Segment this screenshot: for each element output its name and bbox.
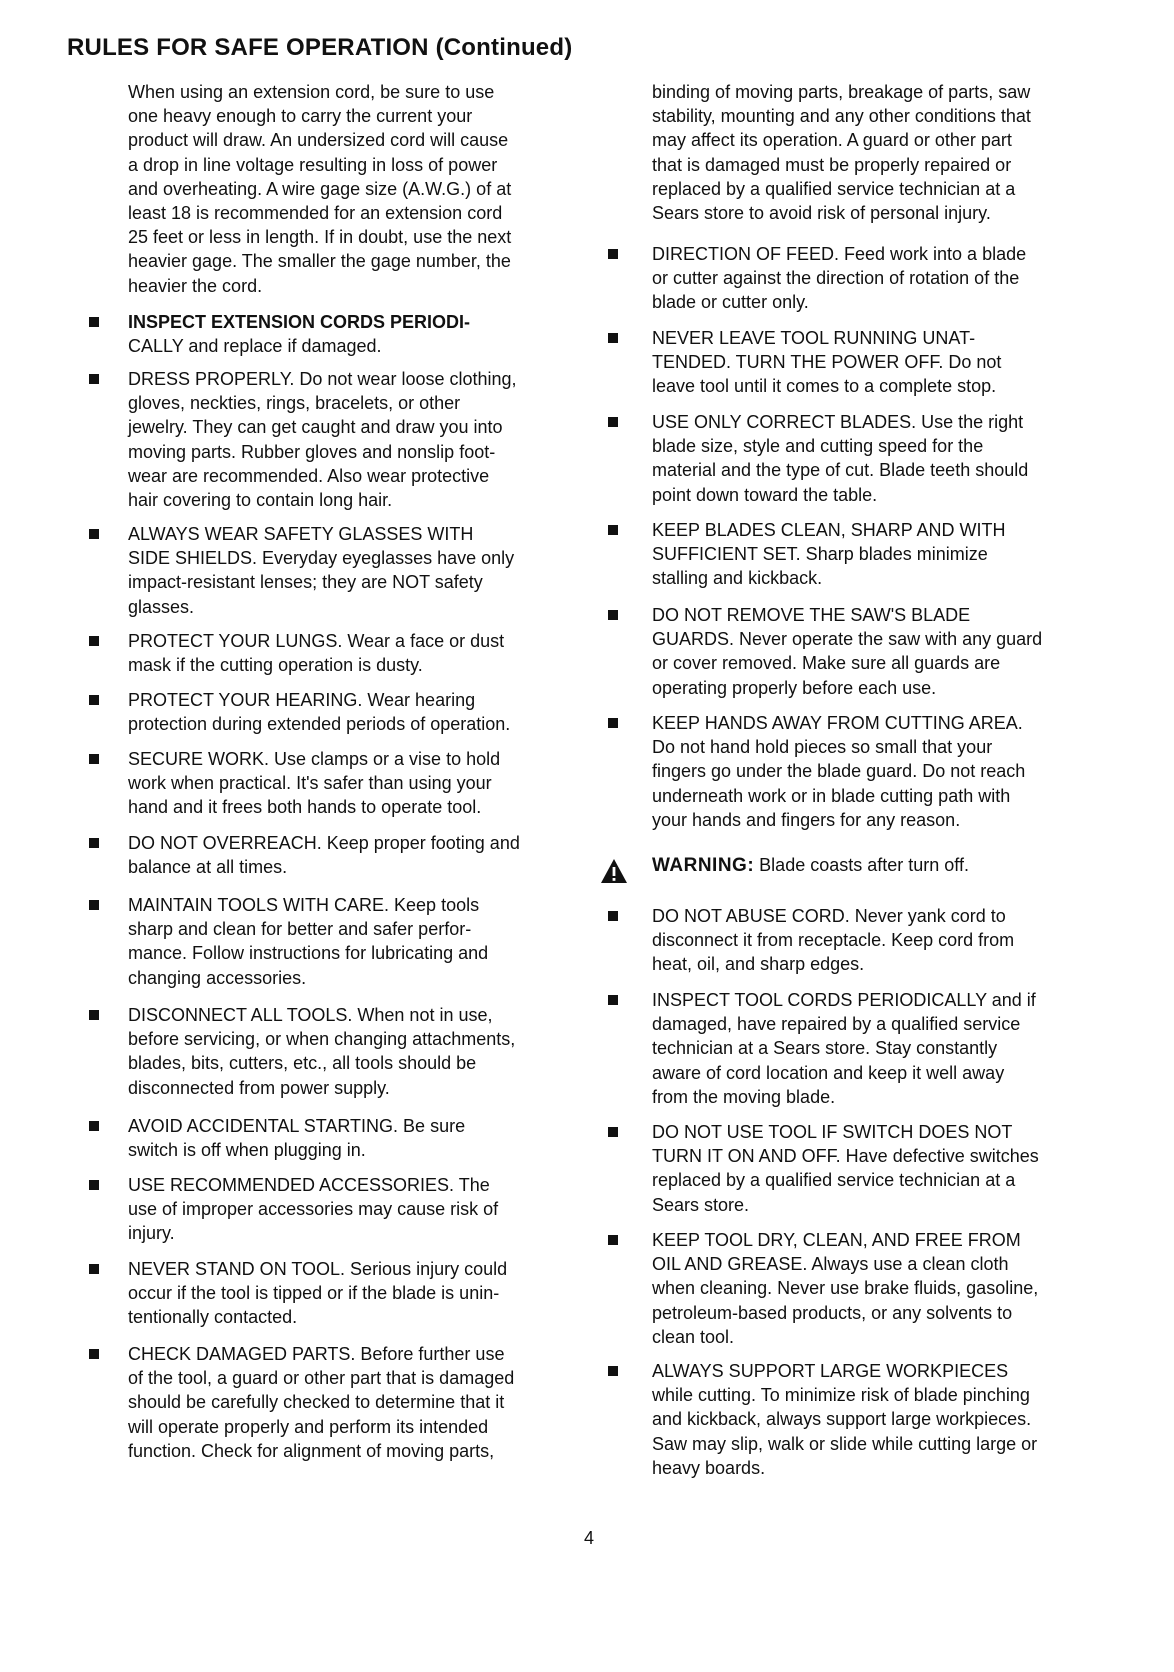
text-line: Saw may slip, walk or slide while cutting large or — [652, 1433, 1038, 1454]
rule-inspect-extension-cords — [128, 310, 470, 358]
text-line: operating properly before each use. — [652, 677, 937, 698]
text-line: mask if the cutting operation is dusty. — [128, 655, 423, 676]
extension-cord-intro — [128, 80, 511, 298]
text-line: use of improper accessories may cause risk of — [128, 1199, 499, 1220]
text-line: heavier gage. The smaller the gage number, the — [128, 251, 511, 272]
text-line: DO NOT REMOVE THE SAW'S BLADE — [652, 605, 971, 625]
text-line: blade or cutter only. — [652, 292, 809, 313]
warning-blade-coasts — [652, 853, 969, 878]
bullet-square — [608, 333, 618, 343]
rule-secure-work — [128, 747, 500, 820]
warning-triangle-icon — [600, 858, 628, 884]
bullet-square — [608, 1235, 618, 1245]
text-line: jewelry. They can get caught and draw you into — [128, 417, 503, 438]
text-line: switch is off when plugging in. — [128, 1140, 366, 1161]
text-line: DO NOT OVERREACH. Keep proper footing and — [128, 833, 520, 853]
rule-switch-does-not-work — [652, 1120, 1039, 1217]
text-line: heavy boards. — [652, 1457, 766, 1478]
text-line: your hands and fingers for any reason. — [652, 809, 961, 830]
bullet-square — [608, 249, 618, 259]
text-line: damaged, have repaired by a qualified service — [652, 1014, 1021, 1035]
rule-check-damaged-parts — [128, 1342, 514, 1463]
text-line: hand and it frees both hands to operate tool. — [128, 797, 482, 818]
text-line: ALWAYS SUPPORT LARGE WORKPIECES — [652, 1361, 1009, 1381]
text-line: DRESS PROPERLY. Do not wear loose clothing, — [128, 369, 517, 389]
rule-safety-glasses — [128, 522, 514, 619]
text-line: Do not hand hold pieces so small that your — [652, 737, 993, 758]
bullet-square — [608, 1366, 618, 1376]
rule-never-stand-on-tool — [128, 1257, 507, 1330]
text-line: TENDED. TURN THE POWER OFF. Do not — [652, 352, 1002, 373]
rule-dress-properly — [128, 367, 517, 512]
text-line: KEEP HANDS AWAY FROM CUTTING AREA. — [652, 713, 1023, 733]
text-line: stability, mounting and any other conditions that — [652, 106, 1031, 127]
bullet-square — [608, 718, 618, 728]
text-line: protection during extended periods of operation. — [128, 714, 511, 735]
rule-do-not-remove-guards — [652, 603, 1042, 700]
text-line: stalling and kickback. — [652, 568, 823, 589]
text-line: blade size, style and cutting speed for the — [652, 436, 984, 457]
bullet-square — [608, 1127, 618, 1137]
bullet-square — [89, 838, 99, 848]
rule-disconnect-all-tools — [128, 1003, 515, 1100]
text-line: DISCONNECT ALL TOOLS. When not in use, — [128, 1005, 493, 1025]
text-line: before servicing, or when changing attachments, — [128, 1029, 516, 1050]
text-line: heavier the cord. — [128, 275, 263, 296]
text-line: gloves, neckties, rings, bracelets, or other — [128, 393, 461, 414]
text-line: point down toward the table. — [652, 484, 878, 505]
bullet-square — [89, 754, 99, 764]
text-line: KEEP TOOL DRY, CLEAN, AND FREE FROM — [652, 1230, 1021, 1250]
rule-inspect-tool-cords — [652, 988, 1036, 1109]
text-line: clean tool. — [652, 1326, 735, 1347]
text-line: aware of cord location and keep it well away — [652, 1062, 1005, 1083]
rule-avoid-accidental-starting — [128, 1114, 465, 1162]
text-line: AVOID ACCIDENTAL STARTING. Be sure — [128, 1116, 466, 1136]
text-line: technician at a Sears store. Stay constantly — [652, 1038, 998, 1059]
text-line: DO NOT USE TOOL IF SWITCH DOES NOT — [652, 1122, 1013, 1142]
warning-label: WARNING: — [652, 855, 755, 876]
text-line: binding of moving parts, breakage of parts, saw — [652, 82, 1031, 102]
text-line: DIRECTION OF FEED. Feed work into a blade — [652, 244, 1027, 264]
bullet-square — [608, 417, 618, 427]
text-line: when cleaning. Never use brake fluids, gasoline, — [652, 1278, 1039, 1299]
text-line: TURN IT ON AND OFF. Have defective switches — [652, 1146, 1039, 1167]
rule-protect-hearing — [128, 688, 510, 736]
text-line: Sears store. — [652, 1194, 750, 1215]
bullet-square — [89, 1349, 99, 1359]
bullet-square — [89, 317, 99, 327]
text-line: SECURE WORK. Use clamps or a vise to hold — [128, 749, 501, 769]
text-line: PROTECT YOUR HEARING. Wear hearing — [128, 690, 476, 710]
text-line: CALLY and replace if damaged. — [128, 336, 382, 357]
text-line: INSPECT TOOL CORDS PERIODICALLY and if — [652, 990, 1036, 1010]
rule-protect-lungs — [128, 629, 504, 677]
rule-recommended-accessories — [128, 1173, 498, 1246]
text-line: petroleum-based products, or any solvents to — [652, 1302, 1013, 1323]
bullet-square — [608, 995, 618, 1005]
bullet-square — [89, 1180, 99, 1190]
text-line: replaced by a qualified service technician at a — [652, 178, 1016, 199]
bullet-square — [89, 1264, 99, 1274]
text-line: balance at all times. — [128, 857, 288, 878]
text-line: disconnect it from receptacle. Keep cord from — [652, 930, 1015, 951]
text-line: USE RECOMMENDED ACCESSORIES. The — [128, 1175, 490, 1195]
text-line: of the tool, a guard or other part that is damaged — [128, 1368, 515, 1389]
bullet-square — [89, 900, 99, 910]
text-line: replaced by a qualified service technician at a — [652, 1170, 1016, 1191]
text-line: fingers go under the blade guard. Do not reach — [652, 761, 1026, 782]
text-line: SIDE SHIELDS. Everyday eyeglasses have only — [128, 548, 515, 569]
rule-support-large-workpieces — [652, 1359, 1037, 1480]
text-line: occur if the tool is tipped or if the blade is unin- — [128, 1283, 500, 1304]
check-damaged-parts-continued — [652, 80, 1031, 225]
rule-keep-hands-away — [652, 711, 1025, 832]
text-line: or cover removed. Make sure all guards are — [652, 653, 1001, 674]
rule-maintain-tools — [128, 893, 488, 990]
text-line: INSPECT EXTENSION CORDS PERIODI- — [128, 312, 471, 332]
text-line: NEVER LEAVE TOOL RUNNING UNAT- — [652, 328, 976, 348]
text-line: GUARDS. Never operate the saw with any guard — [652, 629, 1043, 650]
text-line: may affect its operation. A guard or other part — [652, 130, 1012, 151]
rule-do-not-overreach — [128, 831, 520, 879]
text-line: When using an extension cord, be sure to use — [128, 82, 495, 102]
text-line: OIL AND GREASE. Always use a clean cloth — [652, 1254, 1009, 1275]
text-line: glasses. — [128, 596, 195, 617]
text-line: hair covering to contain long hair. — [128, 490, 393, 511]
text-line: material and the type of cut. Blade teeth should — [652, 460, 1029, 481]
text-line: underneath work or in blade cutting path with — [652, 785, 1011, 806]
bullet-square — [608, 525, 618, 535]
text-line: DO NOT ABUSE CORD. Never yank cord to — [652, 906, 1006, 926]
page-title: RULES FOR SAFE OPERATION (Continued) — [67, 34, 573, 61]
bullet-square — [89, 374, 99, 384]
text-line: ALWAYS WEAR SAFETY GLASSES WITH — [128, 524, 474, 544]
text-line: a drop in line voltage resulting in loss of power — [128, 154, 498, 175]
text-line: or cutter against the direction of rotation of the — [652, 268, 1020, 289]
text-line: impact-resistant lenses; they are NOT safety — [128, 572, 483, 593]
text-line: sharp and clean for better and safer perfor- — [128, 919, 472, 940]
rule-keep-blades-clean — [652, 518, 1005, 591]
text-line: PROTECT YOUR LUNGS. Wear a face or dust — [128, 631, 505, 651]
page-number: 4 — [584, 1528, 595, 1548]
text-line: leave tool until it comes to a complete stop. — [652, 376, 997, 397]
text-line: will operate properly and perform its intended — [128, 1416, 489, 1437]
text-line: should be carefully checked to determine that it — [128, 1392, 505, 1413]
text-line: heat, oil, and sharp edges. — [652, 954, 865, 975]
text-line: one heavy enough to carry the current your — [128, 106, 473, 127]
text-line: tentionally contacted. — [128, 1307, 298, 1328]
rule-never-leave-tool-running — [652, 326, 1001, 399]
text-line: Sears store to avoid risk of personal injury. — [652, 203, 991, 224]
rule-direction-of-feed — [652, 242, 1026, 315]
text-line: while cutting. To minimize risk of blade pinching — [652, 1385, 1030, 1406]
bullet-square — [89, 636, 99, 646]
text-line: moving parts. Rubber gloves and nonslip foot- — [128, 441, 496, 462]
text-line: blades, bits, cutters, etc., all tools should be — [128, 1053, 477, 1074]
bullet-square — [608, 610, 618, 620]
text-line: from the moving blade. — [652, 1086, 836, 1107]
bullet-square — [89, 1010, 99, 1020]
text-line: USE ONLY CORRECT BLADES. Use the right — [652, 412, 1024, 432]
text-line: 25 feet or less in length. If in doubt, use the next — [128, 227, 512, 248]
bullet-square — [89, 695, 99, 705]
rule-do-not-abuse-cord — [652, 904, 1014, 977]
text-line: mance. Follow instructions for lubricating and — [128, 943, 489, 964]
text-line: that is damaged must be properly repaired or — [652, 154, 1012, 175]
warning-text: Blade coasts after turn off. — [759, 855, 969, 875]
text-line: least 18 is recommended for an extension cord — [128, 203, 503, 224]
text-line: and overheating. A wire gage size (A.W.G.) of at — [128, 178, 512, 199]
bullet-square — [89, 1121, 99, 1131]
text-line: function. Check for alignment of moving parts, — [128, 1440, 495, 1461]
text-line: injury. — [128, 1223, 175, 1244]
text-line: disconnected from power supply. — [128, 1077, 390, 1098]
text-line: changing accessories. — [128, 967, 307, 988]
text-line: and kickback, always support large workpieces. — [652, 1409, 1032, 1430]
text-line — [652, 853, 969, 878]
text-line: KEEP BLADES CLEAN, SHARP AND WITH — [652, 520, 1006, 540]
rule-keep-tool-dry — [652, 1228, 1038, 1349]
text-line: product will draw. An undersized cord will cause — [128, 130, 509, 151]
text-line: work when practical. It's safer than using your — [128, 773, 492, 794]
bullet-square — [89, 529, 99, 539]
bullet-square — [608, 911, 618, 921]
text-line: wear are recommended. Also wear protective — [128, 465, 490, 486]
text-line: CHECK DAMAGED PARTS. Before further use — [128, 1344, 505, 1364]
text-line: MAINTAIN TOOLS WITH CARE. Keep tools — [128, 895, 480, 915]
rule-use-correct-blades — [652, 410, 1028, 507]
text-line: SUFFICIENT SET. Sharp blades minimize — [652, 544, 988, 565]
text-line: NEVER STAND ON TOOL. Serious injury could — [128, 1259, 508, 1279]
